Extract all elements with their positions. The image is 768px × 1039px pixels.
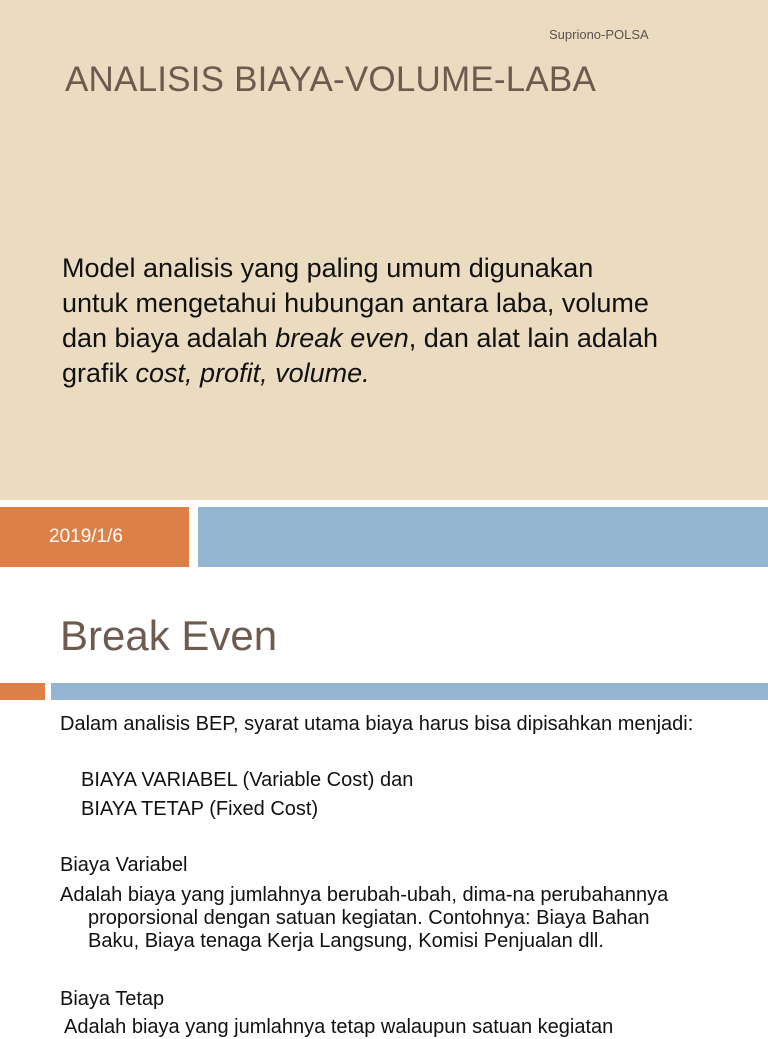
body-line-4: grafik cost, profit, volume. — [62, 358, 370, 388]
fixed-line: Adalah biaya yang jumlahnya tetap walaupun satuan kegiatan — [64, 1016, 614, 1038]
variable-heading: Biaya Variabel — [60, 854, 188, 876]
accent-band — [198, 507, 768, 567]
slide-title: ANALISIS BIAYA-VOLUME-LABA — [65, 60, 597, 99]
divider-blue — [51, 683, 768, 700]
variable-line-3: Baku, Biaya tenaga Kerja Langsung, Komisi Penjualan dll. — [88, 930, 604, 952]
cost-type-fixed: BIAYA TETAP (Fixed Cost) — [81, 798, 319, 820]
divider-orange — [0, 683, 45, 700]
fixed-heading: Biaya Tetap — [60, 988, 165, 1010]
section-title: Break Even — [60, 612, 278, 659]
cost-type-variable: BIAYA VARIABEL (Variable Cost) dan — [81, 769, 414, 791]
title-slide — [0, 0, 768, 500]
author-label: Supriono-POLSA — [549, 27, 649, 42]
body-line-1: Model analisis yang paling umum digunakan — [62, 253, 594, 283]
variable-line-2: proporsional dengan satuan kegiatan. Contohnya: Biaya Bahan — [88, 907, 650, 929]
emphasis-break-even: break even — [275, 323, 409, 353]
slide-date: 2019/1/6 — [49, 526, 123, 547]
intro-text: Dalam analisis BEP, syarat utama biaya harus bisa dipisahkan menjadi: — [60, 713, 694, 735]
body-line-3: dan biaya adalah break even, dan alat lain adalah — [62, 323, 658, 353]
slide-body — [62, 251, 742, 391]
body-line-2: untuk mengetahui hubungan antara laba, volume — [62, 288, 649, 318]
variable-line-1: Adalah biaya yang jumlahnya berubah-ubah, dima-na perubahannya — [60, 884, 669, 906]
emphasis-cvp: cost, profit, volume. — [135, 358, 370, 388]
